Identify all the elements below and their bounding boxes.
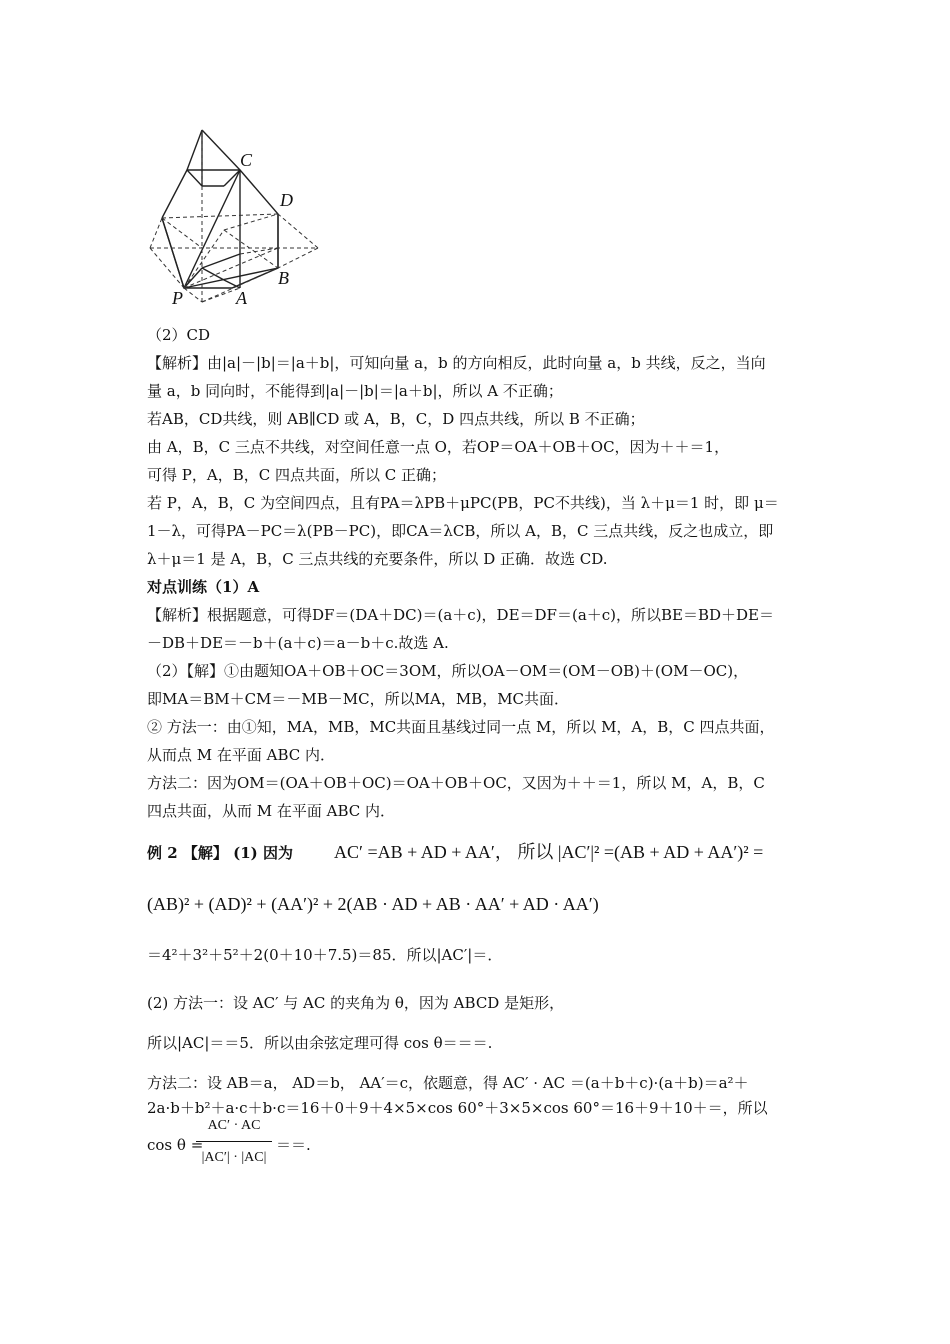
solid-geometry-figure	[140, 122, 340, 317]
example-2-diagonal: 所以|AC|＝＝5．所以由余弦定理可得 cos θ＝＝＝.	[147, 1034, 493, 1052]
example-2-method-2b: 2a·b＋b²＋a·c＋b·c＝16＋0＋9＋4×5×cos 60°＋3×5×cos 60°＝16＋9＋10＋＝，所以	[147, 1099, 768, 1117]
cosine-formula-tail: ＝＝.	[276, 1136, 311, 1154]
figure-label-p: P	[172, 288, 183, 308]
example-2-part-2: (2) 方法一：设 AC′ 与 AC 的夹角为 θ，因为 ABCD 是矩形，	[147, 994, 565, 1012]
example-2-equation-2: (AB)² + (AD)² + (AA′)² + 2(AB · AD + AB · AA′ + AD · AA′)	[147, 894, 599, 914]
practice-heading: 对点训练（1）A	[147, 578, 260, 596]
analysis-line-7: 1－λ，可得PA－PC＝λ(PB－PC)，即CA＝λCB，所以 A，B，C 三点共线，反之也成立，即	[147, 522, 774, 540]
cosine-formula-numerator: AC′ · AC	[207, 1118, 261, 1133]
practice-method-1b: 从而点 M 在平面 ABC 内．	[147, 746, 336, 764]
example-2-result: ＝4²＋3²＋5²＋2(0＋10＋7.5)＝85．所以|AC′|＝．	[147, 946, 503, 964]
example-2-equation-1: AC′ =AB + AD + AA′， 所以 |AC′|² =(AB + AD + AA′)² =	[334, 842, 764, 862]
example-2-method-2a: 方法二：设 AB＝a， AD＝b， AA′＝c，依题意，得 AC′ · AC ＝(a＋b＋c)·(a＋b)＝a²＋	[147, 1074, 749, 1092]
figure-label-c: C	[240, 150, 253, 170]
practice-analysis-1: 【解析】根据题意，可得DF＝(DA＋DC)＝(a＋c)，DE＝DF＝(a＋c)，所以BE＝BD＋DE＝	[147, 606, 775, 624]
practice-method-2a: 方法二：因为OM＝(OA＋OB＋OC)＝OA＋OB＋OC，又因为＋＋＝1，所以 M，A，B，C	[147, 774, 765, 792]
analysis-line-3: 若AB，CD共线，则 AB∥CD 或 A，B，C，D 四点共线，所以 B 不正确；	[147, 410, 645, 428]
cosine-formula-denominator: |AC′| · |AC|	[201, 1150, 267, 1165]
example-2-heading: 例 2 【解】 (1) 因为	[147, 844, 293, 862]
analysis-line-8: λ＋μ＝1 是 A，B，C 三点共线的充要条件，所以 D 正确．故选 CD.	[147, 550, 608, 568]
figure-label-d: D	[280, 190, 293, 210]
analysis-line-6: 若 P，A，B，C 为空间四点，且有PA＝λPB＋μPC(PB，PC不共线)，当 λ＋μ＝1 时，即 μ＝	[147, 494, 779, 512]
analysis-line-2: 量 a，b 同向时，不能得到|a|－|b|＝|a＋b|，所以 A 不正确；	[147, 382, 563, 400]
cosine-fraction-bar	[196, 1141, 272, 1142]
cosine-formula-lhs: cos θ =	[147, 1136, 204, 1154]
practice-method-2b: 四点共面，从而 M 在平面 ABC 内．	[147, 802, 396, 820]
practice-solution-1: （2）【解】①由题知OA＋OB＋OC＝3OM，所以OA－OM＝(OM－OB)＋(OM－OC)，	[147, 662, 749, 680]
analysis-line-5: 可得 P，A，B，C 四点共面，所以 C 正确；	[147, 466, 446, 484]
analysis-line-1: 【解析】由|a|－|b|＝|a＋b|，可知向量 a，b 的方向相反，此时向量 a，b 共线，反之，当向	[147, 354, 766, 372]
practice-analysis-2: －DB＋DE＝－b＋(a＋c)＝a－b＋c.故选 A.	[147, 634, 449, 652]
analysis-line-4: 由 A，B，C 三点不共线，对空间任意一点 O，若OP＝OA＋OB＋OC，因为＋＋＝1，	[147, 438, 730, 456]
figure-label-b: B	[278, 268, 289, 288]
figure-label-a: A	[236, 288, 247, 308]
practice-solution-2: 即MA＝BM＋CM＝－MB－MC，所以MA，MB，MC共面．	[147, 690, 570, 708]
answer-2-cd: （2）CD	[147, 326, 211, 344]
practice-method-1a: ② 方法一：由①知，MA，MB，MC共面且基线过同一点 M，所以 M，A，B，C 四点共面，	[147, 718, 775, 736]
